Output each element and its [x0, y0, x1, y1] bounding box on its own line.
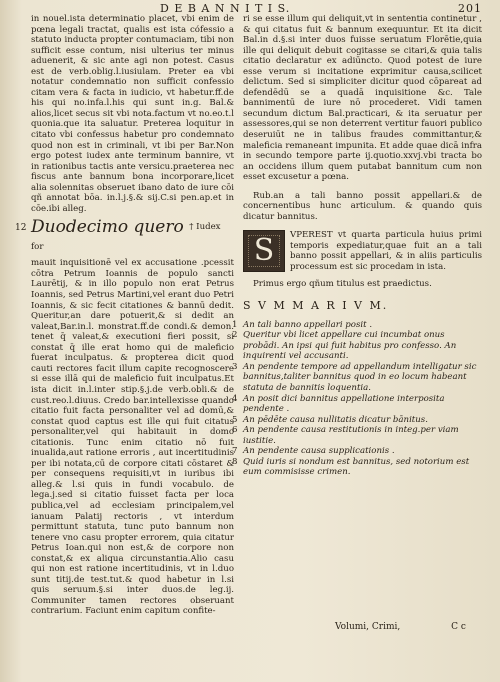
marginal-number: 12	[15, 223, 27, 234]
summary-item-text: An pendente causa restitutionis in integ.per viam iustitie.	[243, 425, 459, 446]
summary-item-number: 6	[232, 425, 238, 436]
summary-item	[232, 446, 482, 457]
summary-item-number: 5	[232, 414, 238, 425]
summary-item-text: An pendente tempore ad appellandum intelligatur sic bannitus,taliter bannitus quod in eo locum habeant statuta de bannitis loquentia.	[243, 361, 477, 393]
summary-item-text: An pendente causa supplicationis .	[243, 446, 395, 457]
right-column	[232, 14, 482, 478]
summary-item-text: An pēdēte causa nullitatis dicatur bānitus.	[243, 414, 428, 425]
summary-item-number: 2	[232, 330, 238, 341]
left-column	[15, 14, 234, 617]
summary-item-number: 8	[232, 456, 238, 467]
page-number: 201	[458, 2, 482, 15]
body-paragraph: VPEREST vt quarta particula huius primi temporis expediatur,quae fuit an a tali banno possit appellari, & in aliis particulis processum est sic procedam in ista.	[290, 230, 482, 273]
summary-item-number: 7	[232, 446, 238, 457]
question-heading-text: Duodecimo quero	[31, 217, 184, 238]
summary-item	[232, 361, 482, 394]
body-paragraph: in nouel.ista determinatio placet, vbi enim de pœna legali tractat, qualis est ista cófessio a statuto inducta propter contumaciam, tibi non sufficit esse contum, nisi ulterius ter minus aduenerit, & sic ante agi non potest. Casus est de verb.oblig.l.iusiulam. Preter ea vbi notatur condemnatio non sufficit confessio citam vera & facta in iudicio, vt habetur.ff.de his qui no.infa.l.his qui sunt in.g. Bal.& alios,licet secus sit vbi nota.factum vt no.eo.t.l quonia.que ita saluatur. Preterea loquitur in citato vbi confessus habetur pro condemnato quod non est in criminali, vt ibi per Bar.Non ergo potest iudex ante terminum bannire, vt in rationibus tactis ante versicu.praeterea nec fiscus ante bannum bona incorporare,licet alia solennitas obseruet ibano dato de iure cōi qñ annotat bōa. in.l.j.§.& sij.C.si pen.ap.et in cōe.ibi alleg.	[31, 14, 234, 214]
summary-item-number: 1	[232, 319, 238, 330]
summary-item	[232, 425, 482, 446]
question-heading	[15, 217, 234, 257]
summary-item-text: An tali banno appellari posit .	[243, 319, 373, 330]
page-footer	[335, 622, 466, 632]
summary-list	[232, 319, 482, 478]
decorated-initial-block	[243, 230, 482, 272]
question-heading-tail: † Iudex for	[31, 222, 221, 253]
summary-item-number: 3	[232, 361, 238, 372]
summary-item	[232, 456, 482, 478]
rubric: Rub.an a tali banno possit appellari.& de concernentibus hunc articulum. & quando quis dicatur bannitus.	[243, 190, 482, 222]
body-paragraph: ri se esse illum qui deliquit,vt in sententia continetur , & qui citatus fuit & bannum exequuntur. Et ita dicit Bal.in d.§.si inter duos fuisse seruatum Florētie,quia ille qui deliquit debuit cogitasse se citari,& quia talis citatio declaratur ex adiūncto. Quod potest de iure esse verum si incitatione exprimitur causa,scilicet delictum. Sed si simpliciter dicitur quod cōpareat ad defendēdū se a quadā inquisitione &c. Tale bannimentū de iure nō procederet. Vidi tamen secundum dictum Bal.practicari, & ita seruatur per assessores,qui se non deterrent vertitur fauori publico deseruiūt ne in talibus fraudes committantur,& maleficia remaneant impunita. Et adde quae dicā infra in secundo tempore parte ij.quotio.xxvj.vbi tracta bo an occidens illum quem putabat bannitum cum non esset excusetur a pœna.	[243, 14, 482, 183]
summary-item-text: An posit dici bannitus appellatione interposita pendente .	[243, 393, 445, 415]
summary-item	[232, 330, 482, 362]
catchword: Volumi, Crimi,	[335, 622, 401, 632]
summary-item	[232, 414, 482, 426]
decorated-initial-letter: S	[243, 230, 285, 272]
summary-item	[232, 319, 482, 331]
summary-title: S V M M A R I V M.	[243, 299, 389, 313]
body-paragraph: Primus ergo qñum titulus est praedictus.	[253, 278, 432, 289]
body-paragraph: mauit inquisitionē vel ex accusatione .pcessit cōtra Petrum Ioannis de populo sancti Laurētij, & in illo populo non erat Petrus Ioannis, sed Petrus Martini,vel erant duo Petri Ioannis, & sic fecit citationes & bannū dedit. Queritur,an dare potuerit,& si dedit an valeat,Bar.in.l. monstrat.ff.de condi.& demon. tenet q̄ valeat,& executioni fieri possit, si constat q̄ ille erat homo qui de maleficio fuerat inculpatus. & propterea dicit quod cauti rectores facit illum capite recognoscere si esse illā qui de maleficio fuit inculpatus.Et ista dicit in.l.inter stip.§.j.de verb.obli.& de cust.reo.l.diuus. Credo bar.intellexisse quando citatio fuit facta personaliter vel ad domū,& constat quod captus est ille qui fuit citatus personaliter,vel qui habitauit in domo citationis. Tunc enim citatio nō fuit inualida,aut ratione erroris , aut incertitudinis per ibi notata,cū de corpore citati cōstaret & per consequens requisiti,vt in iuribus ibi alleg.& l.si quis in fundi vocabulo. de lega.j.sed si citatio fuisset facta per loca publica,vel ad ecclesiam principalem,vel ianuam Palatij rectoris , vt interdum permittunt statuta, tunc puto bannum non tenere vno casu propter errorem, quia citatur Petrus Ioan.qui non est,& de corpore non constat,& ex aliqua circunstantia.Alio casu qui non est ratione incertitudinis, vt in l.duo sunt titij.de test.tut.& quod habetur in l.si quis seruum.§.si inter duos.de leg.ij. Communiter tamen rectores obseruant contrarium. Faciunt enim capitum confite-	[31, 258, 234, 617]
signature-mark: C c	[451, 622, 466, 632]
summary-item-number: 4	[232, 393, 238, 404]
summary-item-text: Quid iuris si nondum est bannitus, sed notorium est eum commisisse crimen.	[243, 456, 470, 478]
summary-item-text: Queritur vbi licet appellare cui incumbat onus probādi. An ipsi qui fuit habitus pro confesso. An inquirenti vel accusanti.	[243, 330, 457, 362]
running-title: D E B A N N I T I S.	[160, 2, 291, 15]
summary-item	[232, 393, 482, 415]
